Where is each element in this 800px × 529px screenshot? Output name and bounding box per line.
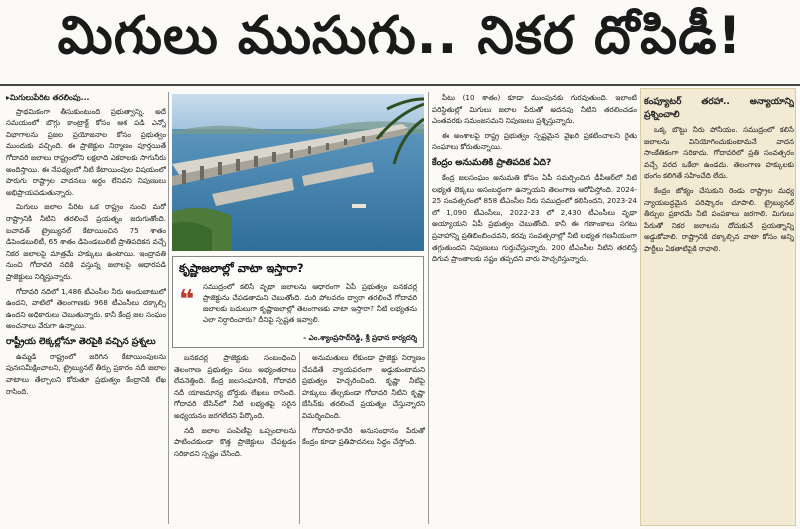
article-column-5 — [644, 92, 794, 524]
column-1-kicker: ▸ మిగులుపేరిట తరలింపు... — [6, 92, 166, 104]
quote-box — [172, 256, 424, 348]
column-5-subhead: కంప్యూటర్ తరహా.. అన్యాయాన్ని ప్రశ్నించాలి — [644, 97, 794, 120]
column-2-paragraph: బనకచర్ల ప్రాజెక్టుకు సంబంధించి తెలంగాణ ప్రభుత్వం పలు అభ్యంతరాలు లేవనెత్తింది. కేంద్ర జలసంఘానికి, గోదావరి నదీ యాజమాన్య బోర్డుకు లేఖలు రాసింది. గోదావరి బేసిన్‌లో నీటి లభ్యతపై సరైన అధ్యయనం జరగలేదని పేర్కొంది. — [174, 353, 296, 420]
quote-body: సముద్రంలో కలిసే వృథా జలాలను ఆధారంగా ఏపీ ప్రభుత్వం బనకచర్ల ప్రాజెక్టును చేపడతామని చెబుతోంది. మరి పోలవరం ద్వారా తరలించే గోదావరి జలాలకు బదులుగా కృష్ణాజలాల్లో తెలంగాణకు వాటా ఇస్తారా? నీటి లభ్యతను ఎలా నిర్ధారించారు? దీనిపై స్పష్టత ఇవ్వాలి. — [203, 282, 417, 324]
column-4-paragraph: కేంద్ర జలసంఘం అనుమతి కోసం ఏపీ సమర్పించిన డీపీఆర్‌లో నీటి లభ్యత లెక్కలు అసంబద్ధంగా ఉన్నాయని తెలంగాణ ఆరోపిస్తోంది. 2024-25 సంవత్సరంలో 858 టీఎంసీల నీరు సముద్రంలో కలిసిందని, 2023-24 లో 1,090 టీఎంసీలు, 2022-23 లో 2,430 టీఎంసీలు వృథా అయ్యాయని ఏపీ ప్రభుత్వం చెబుతోంది. కానీ ఈ గణాంకాలు సగటు ప్రవాహాన్ని ప్రతిబింబించవని, కరవు సంవత్సరాల్లో నీటి లభ్యత గణనీయంగా తగ్గుతుందని నిపుణులు గుర్తుచేస్తున్నారు. 200 టీఎంసీల నీటిని తరలిస్తే దిగువ ప్రాంతాలకు నష్టం తప్పదని వారు హెచ్చరిస్తున్నారు. — [432, 172, 637, 264]
quote-mark-icon: ❝ — [179, 285, 195, 315]
column-1-subhead: రాష్ట్రీయ లెక్కల్లోనూ తెరపైకి వచ్చిన ప్రశ్నలు — [6, 336, 156, 347]
column-divider — [168, 92, 169, 524]
column-1-paragraph: మిగులు జలాల పేరిట ఒక రాష్ట్రం నుంచి మరో రాష్ట్రానికి నీటిని తరలించే ప్రయత్నం జరుగుతోంది. బచావత్ ట్రైబ్యునల్ కేటాయించిన 75 శాతం డిపెండబులిటీ, 65 శాతం డిపెండబులిటీ ప్రాతిపదికన వచ్చే నికర జలాలపై మాత్రమే హక్కులు ఉంటాయి. ఇంద్రావతి నుంచి గోదావరి నదికి వస్తున్న జలాలపై ఆధారపడి ప్రాజెక్టులు నిర్మిస్తున్నారు. — [6, 202, 166, 281]
article-column-1 — [6, 92, 166, 524]
column-5-paragraph: ఒక్క బొట్టు నీరు పోనీయం. సముద్రంలో కలిసే జలాలను వినియోగించుకుంటామనే వాదన సాంకేతికంగా సరికాదు. గోదావరిలో ప్రతి సంవత్సరం వచ్చే వరద ఒకేలా ఉండదు. తెలంగాణ హక్కులకు భంగం కలిగితే సహించేది లేదు. — [644, 125, 794, 181]
quote-title: కృష్ణాజలాల్లో వాటా ఇస్తారా? — [179, 261, 304, 275]
article-column-2 — [174, 352, 296, 524]
barrage-photo — [172, 94, 424, 251]
column-3-paragraph: గోదావరి-కావేరి అనుసంధానం పేరుతో కేంద్రం కూడా ప్రతిపాదనలు సిద్ధం చేస్తోంది. — [302, 425, 425, 447]
article-headline — [0, 0, 800, 86]
column-4-paragraph: ఈ అంశాలపై రాష్ట్ర ప్రభుత్వం స్పష్టమైన వైఖరి ప్రకటించాలని రైతు సంఘాలు కోరుతున్నాయి. — [432, 130, 637, 152]
headline-text: మిగులు ముసుగు.. నికర దోపిడీ! — [57, 5, 743, 66]
column-1-paragraph: గోదావరి నదిలో 1,486 టీఎంసీల నీరు అందుబాటులో ఉందని, వాటిలో తెలంగాణకు 968 టీఎంసీలు దక్కాల్సి ఉందని అధికారులు చెబుతున్నారు. కానీ కేంద్ర జల సంఘం అంచనాలు వేరుగా ఉన్నాయి. — [6, 286, 166, 331]
quote-credit: - ఎం.శ్యాంప్రసాద్‌రెడ్డి, శ్రీ ప్రధాన కార్యదర్శి — [303, 333, 417, 342]
column-2-paragraph: నదీ జలాల పంపిణీపై ఒప్పందాలను పాటించకుండా కొత్త ప్రాజెక్టులు చేపట్టడం సరికాదని స్పష్టం చేసింది. — [174, 425, 296, 458]
column-4-paragraph: పీటు (10 శాతం) కూడా ముంపునకు గురవుతుంది. ఇలాంటి పరిస్థితుల్లో మిగులు జలాల పేరుతో అదనపు నీటిని తరలించడం ఎంతవరకు సమంజసమని నిపుణులు ప్రశ్నిస్తున్నారు. — [432, 93, 637, 126]
column-1-paragraph: ప్రాథమికంగా తీసుకుంటుంది ప్రభుత్వాన్ని. అదే సమయంలో బొగ్గు కాంట్రాక్ట్ కోసం ఆశ పడి ఎన్నో విభాగాలను ప్రజల ప్రయోజనాల కోసం ప్రభుత్వం ముందుకు వచ్చింది. ఈ ప్రాజెక్టుల నిర్మాణం పూర్తయితే గోదావరి జలాలు రాష్ట్రంలోని లక్షలాది ఎకరాలకు సాగునీరు అందిస్తాయి. ఈ నేపథ్యంలో నీటి కేటాయింపుల విషయంలో పొరుగు రాష్ట్రాల వాదనలు అర్థం లేనివని నిపుణులు అభిప్రాయపడుతున్నారు. — [6, 106, 166, 197]
column-1-paragraph: ఉమ్మడి రాష్ట్రంలో జరిగిన కేటాయింపులను పునఃసమీక్షించాలని, ట్రైబ్యునల్ తీర్పు ప్రకారం నదీ జలాల వాటాలు తేల్చాలని కోరుతూ ప్రభుత్వం కేంద్రానికి లేఖ రాసింది. — [6, 351, 166, 396]
barrage-illustration — [172, 94, 424, 251]
column-3-paragraph: అనుమతులు లేకుండా ప్రాజెక్టు నిర్మాణం చేపడితే న్యాయపరంగా అడ్డుకుంటామని ప్రభుత్వం హెచ్చరించింది. కృష్ణా నీటిపై హక్కులు తేల్చకుండా గోదావరి నీటిని కృష్ణా బేసిన్‌కు తరలించే ప్రయత్నం చేస్తున్నారని విమర్శించింది. — [302, 353, 425, 420]
article-column-4 — [432, 92, 637, 524]
column-4-subhead: కేంద్రం అనుమతికి ప్రాతిపదిక ఏది? — [432, 157, 552, 168]
article-column-3 — [302, 352, 425, 524]
column-divider — [428, 92, 429, 524]
column-divider — [299, 352, 300, 524]
column-5-paragraph: కేంద్రం జోక్యం చేసుకుని రెండు రాష్ట్రాల మధ్య న్యాయబద్ధమైన పరిష్కారం చూపాలి. ట్రైబ్యునల్ తీర్పుల ప్రకారమే నీటి పంపకాలు జరగాలి. మిగులు పేరుతో నికర జలాలను దోచుకునే ప్రయత్నాన్ని అడ్డుకోవాలి. రాష్ట్రానికి దక్కాల్సిన వాటా కోసం అన్ని పార్టీలు ఏకతాటిపైకి రావాలి. — [644, 185, 794, 253]
